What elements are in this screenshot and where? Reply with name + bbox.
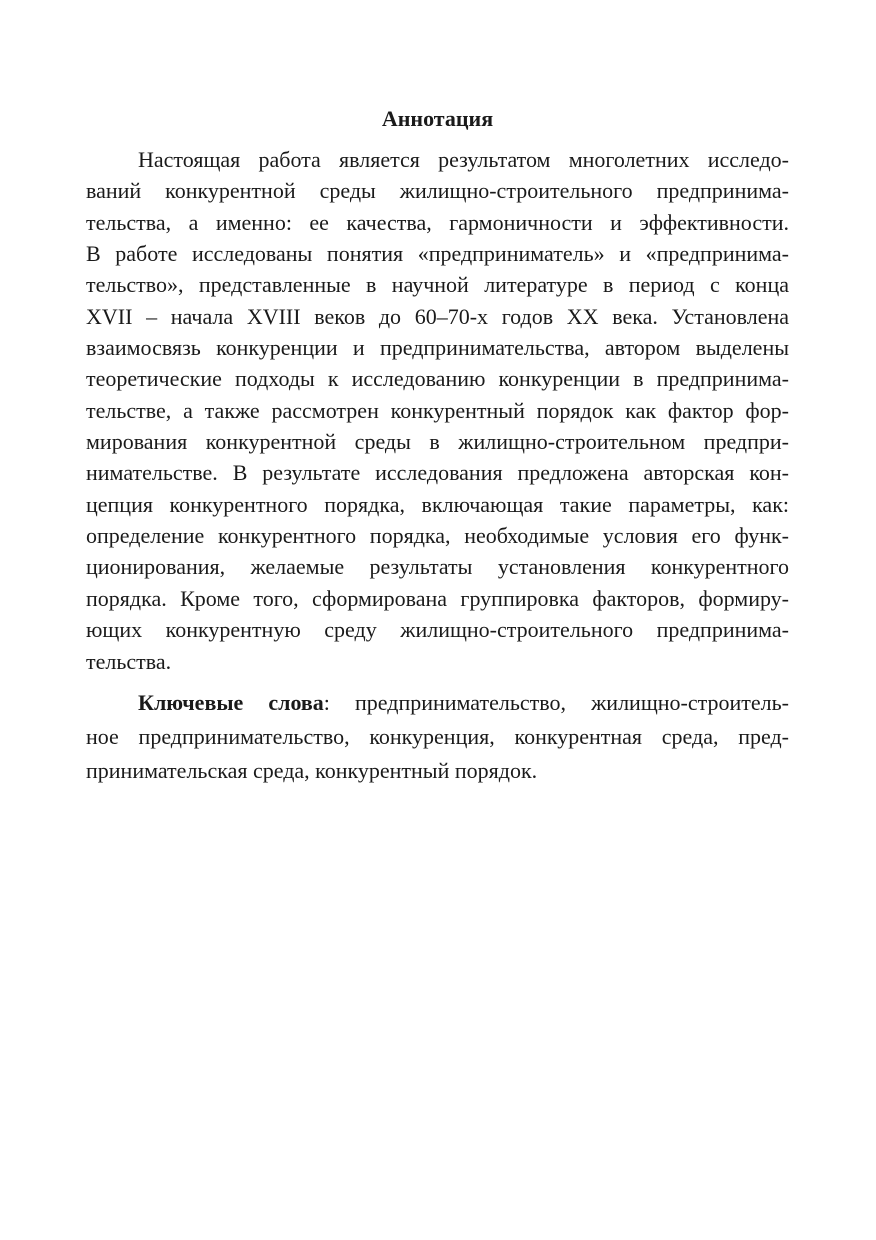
- abstract-line: взаимосвязь конкуренции и предпринимательства, автором выделены: [86, 335, 789, 361]
- abstract-line: нимательстве. В результате исследования предложена авторская кон-: [86, 460, 789, 486]
- abstract-line: тельстве, а также рассмотрен конкурентный порядок как фактор фор-: [86, 397, 789, 423]
- abstract-line: определение конкурентного порядка, необходимые условия его функ-: [86, 523, 789, 549]
- abstract-line: ваний конкурентной среды жилищно-строительного предпринима-: [86, 178, 789, 204]
- abstract-line: цепция конкурентного порядка, включающая такие параметры, как:: [86, 491, 789, 517]
- abstract-line: Настоящая работа является результатом многолетних исследо-: [138, 147, 789, 172]
- abstract-line: ционирования, желаемые результаты установления конкурентного: [86, 554, 789, 580]
- abstract-line: мирования конкурентной среды в жилищно-строительном предпри-: [86, 429, 789, 455]
- keywords-line: ное предпринимательство, конкуренция, конкурентная среда, пред-: [86, 724, 789, 749]
- abstract-line: XVII – начала XVIII веков до 60–70-х годов XX века. Установлена: [86, 303, 789, 329]
- keywords-text: : предпринимательство, жилищно-строитель-: [323, 690, 789, 715]
- abstract-line: теоретические подходы к исследованию конкуренции в предпринима-: [86, 366, 789, 392]
- abstract-line: ющих конкурентную среду жилищно-строительного предпринима-: [86, 617, 789, 643]
- abstract-line: тельства, а именно: ее качества, гармоничности и эффективности.: [86, 209, 789, 235]
- keywords-line: принимательская среда, конкурентный порядок.: [86, 758, 538, 783]
- page-title: Аннотация: [381, 106, 494, 131]
- keywords-line: [86, 686, 789, 720]
- keywords-paragraph: [86, 686, 789, 788]
- abstract-line: тельства.: [86, 648, 172, 674]
- abstract-line: В работе исследованы понятия «предприниматель» и «предпринима-: [86, 241, 789, 267]
- abstract-paragraph: [86, 144, 789, 677]
- keywords-label: Ключевые слова: [138, 690, 324, 715]
- abstract-line: порядка. Кроме того, сформирована группировка факторов, формиру-: [86, 585, 789, 611]
- abstract-line: тельство», представленные в научной литературе в период с конца: [86, 272, 789, 298]
